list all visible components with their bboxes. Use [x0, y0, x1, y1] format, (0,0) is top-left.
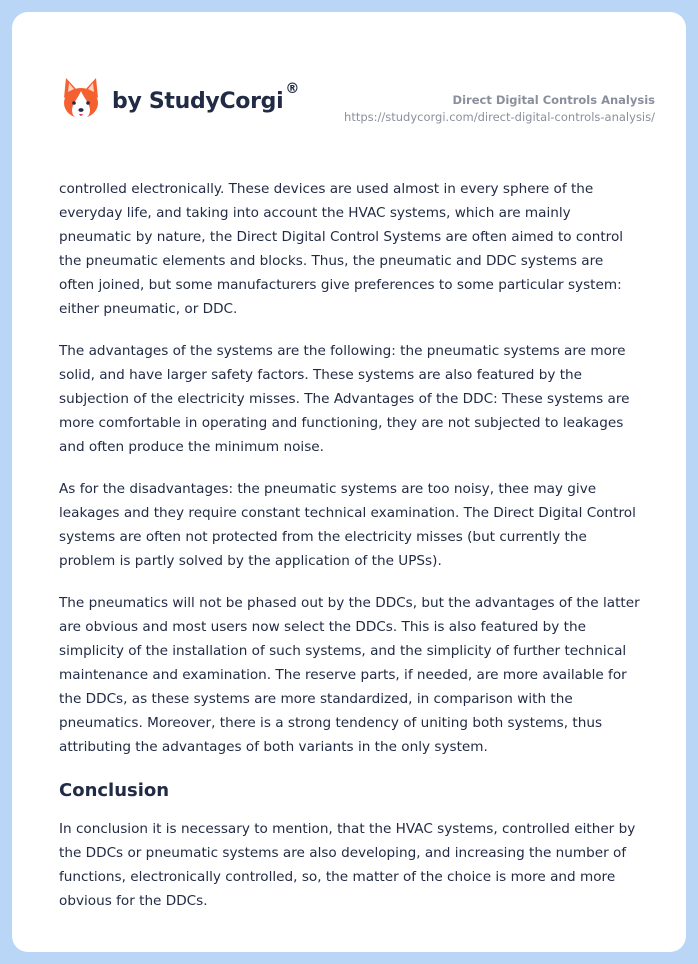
brand-name: by StudyCorgi [112, 88, 284, 114]
paragraph: The pneumatics will not be phased out by the DDCs, but the advantages of the latter are obvious and most users now select the DDCs. This is also featured by the simplicity of the installation of such systems, and the simplicity of further technical maintenance and examination. The reserve parts, if needed, are more available for the DDCs, as these systems are more standardized, in comparison with the pneumatics. Moreover, there is a strong tendency of uniting both systems, thus attributing the advantages of both variants in the only system. [59, 595, 640, 755]
conclusion-heading: Conclusion [59, 780, 170, 801]
page-header [12, 12, 686, 152]
studycorgi-logo[interactable] [60, 76, 299, 122]
paragraph: The advantages of the systems are the following: the pneumatic systems are more solid, and have larger safety factors. These systems are also featured by the subjection of the electricity misses. The Advantages of the DDC: These systems are more comfortable in operating and functioning, they are not subjected to leakages and often produce the minimum noise. [59, 343, 630, 455]
document-url[interactable]: https://studycorgi.com/direct-digital-controls-analysis/ [344, 110, 655, 124]
document-meta [344, 92, 655, 125]
paragraph: controlled electronically. These devices are used almost in every sphere of the everyday life, and taking into account the HVAC systems, which are mainly pneumatic by nature, the Direct Digital Control Systems are often aimed to control the pneumatic elements and blocks. Thus, the pneumatic and DDC systems are often joined, but some manufacturers give preferences to some particular system: either pneumatic, or DDC. [59, 181, 624, 317]
registered-mark: ® [285, 81, 300, 97]
document-title: Direct Digital Controls Analysis [452, 93, 655, 107]
conclusion-paragraph: In conclusion it is necessary to mention, that the HVAC systems, controlled either by the DDCs or pneumatic systems are also developing, and increasing the number of functions, electronically controlled, so, the matter of the choice is more and more obvious for the DDCs. [59, 821, 636, 909]
essay-body [59, 177, 641, 931]
document-page [12, 12, 686, 952]
paragraph: As for the disadvantages: the pneumatic systems are too noisy, thee may give leakages and they require constant technical examination. The Direct Digital Control systems are often not protected from the electricity misses (but currently the problem is partly solved by the application of the UPSs). [59, 481, 636, 569]
corgi-logo-icon [60, 76, 102, 122]
